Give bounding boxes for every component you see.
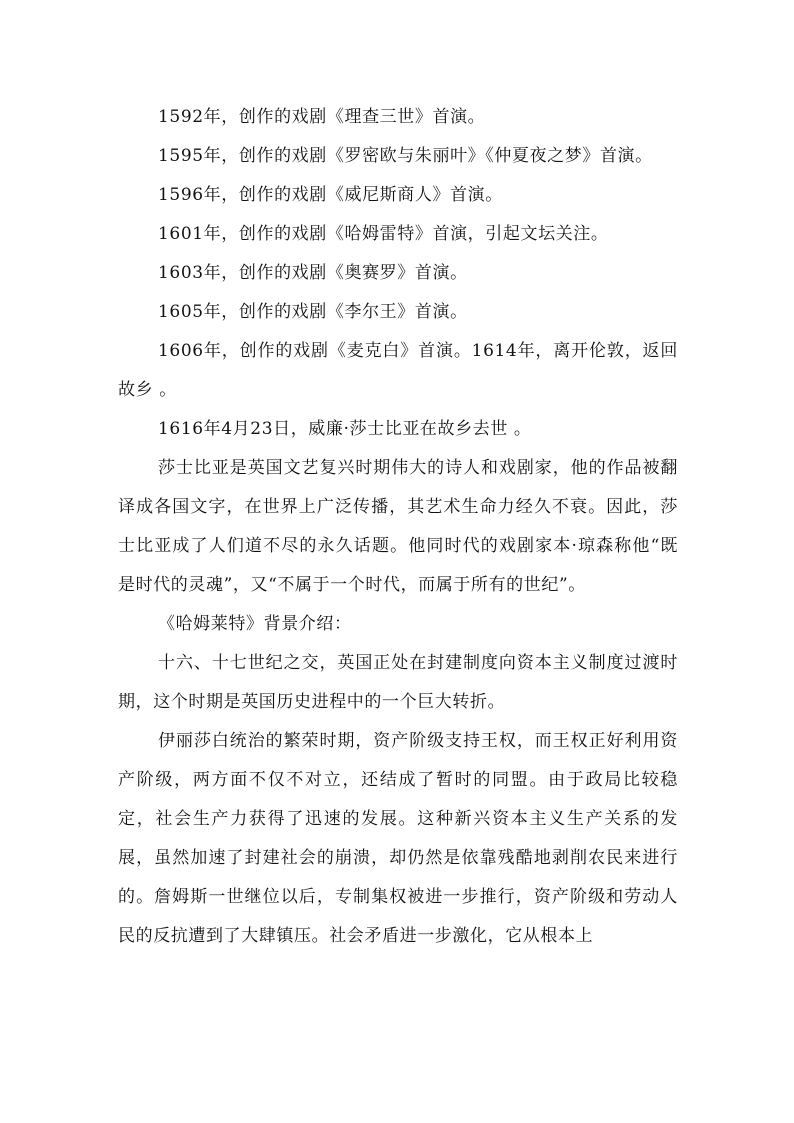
paragraph-1595: 1595年，创作的戏剧《罗密欧与朱丽叶》《仲夏夜之梦》首演。 <box>158 146 653 166</box>
paragraph-1603: 1603年，创作的戏剧《奥赛罗》首演。 <box>158 263 468 283</box>
paragraph-1605: 1605年，创作的戏剧《李尔王》首演。 <box>158 302 468 322</box>
paragraph-background-heading: 《哈姆莱特》背景介绍： <box>158 614 352 634</box>
paragraph-elizabethan-period: 伊丽莎白统治的繁荣时期，资产阶级支持王权，而王权正好利用资产阶级，两方面不仅不对立，还结成了暂时的同盟。由于政局比较稳定，社会生产力获得了迅速的发展。这种新兴资本主义生产关系的发展，虽然加速了封建社会的崩溃，却仍然是依靠残酷地剥削农民来进行的。詹姆斯一世继位以后，专制集权被进一步推行，资产阶级和劳动人民的反抗遭到了大肆镇压。社会矛盾进一步激化，它从根本上 <box>118 731 678 946</box>
paragraph-era-transition: 十六、十七世纪之交，英国正处在封建制度向资本主义制度过渡时期，这个时期是英国历史进程中的一个巨大转折。 <box>118 653 678 712</box>
paragraph-1596: 1596年，创作的戏剧《威尼斯商人》首演。 <box>158 185 503 205</box>
paragraph-1616: 1616年4月23日，威廉·莎士比亚在故乡去世 。 <box>158 419 532 439</box>
paragraph-shakespeare-summary: 莎士比亚是英国文艺复兴时期伟大的诗人和戏剧家，他的作品被翻译成各国文字，在世界上广泛传播，其艺术生命力经久不衰。因此，莎士比亚成了人们道不尽的永久话题。他同时代的戏剧家本·琼森称他“既是时代的灵魂”，又“不属于一个时代，而属于所有的世纪”。 <box>118 458 678 595</box>
paragraph-1592: 1592年，创作的戏剧《理查三世》首演。 <box>158 107 486 127</box>
document-body <box>118 98 678 956</box>
paragraph-1606-1614: 1606年，创作的戏剧《麦克白》首演。1614年，离开伦敦，返回故乡 。 <box>118 341 678 400</box>
paragraph-1601: 1601年，创作的戏剧《哈姆雷特》首演，引起文坛关注。 <box>158 224 609 244</box>
